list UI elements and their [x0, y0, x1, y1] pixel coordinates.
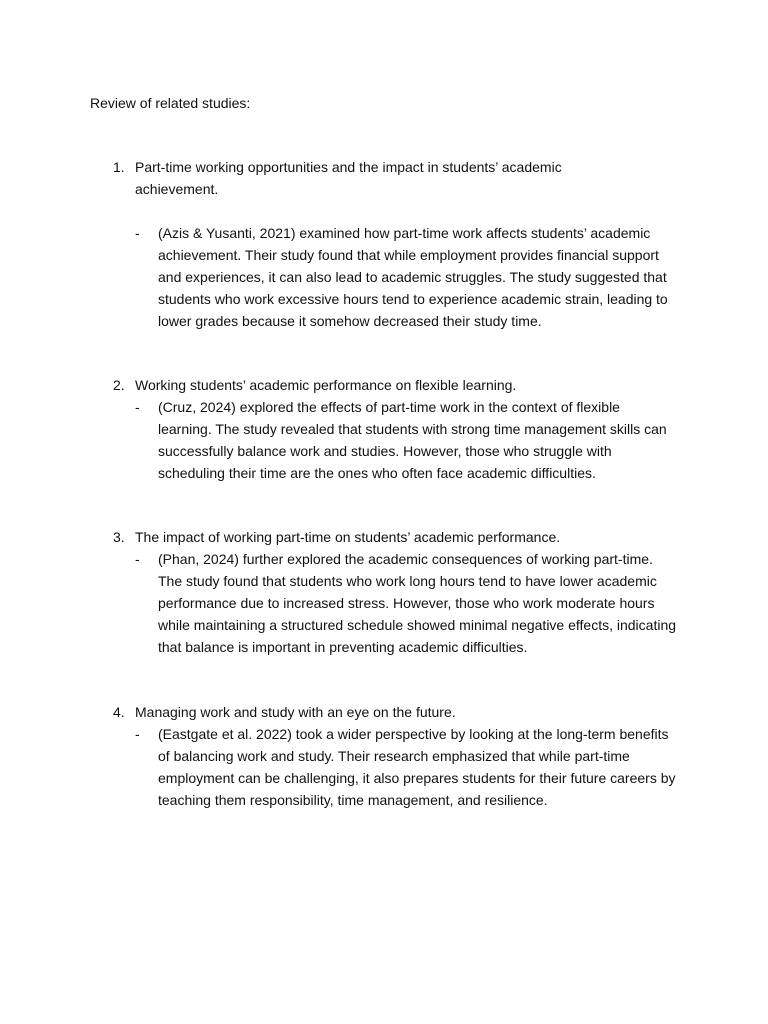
- item-title: The impact of working part-time on students’ academic performance.: [135, 529, 561, 545]
- item-title: Part-time working opportunities and the impact in students’ academic achievement.: [135, 159, 562, 197]
- page-heading: Review of related studies:: [90, 95, 251, 111]
- item-title: Managing work and study with an eye on the future.: [135, 704, 456, 720]
- dash-marker: -: [135, 726, 140, 742]
- bullet-text: (Phan, 2024) further explored the academic consequences of working part-time. The study found that students who work long hours tend to have lower academic performance due to increased stress. However, those who work moderate hours while maintaining a structured schedule showed minimal negative effects, indicating that balance is important in preventing academic difficulties.: [158, 551, 677, 655]
- item-number: 3.: [113, 529, 125, 545]
- bullet-text: (Eastgate et al. 2022) took a wider perspective by looking at the long-term benefits of balancing work and study. Their research emphasized that while part-time employment can be challenging, it also prepares students for their future careers by teaching them responsibility, time management, and resilience.: [158, 726, 676, 808]
- dash-marker: -: [135, 551, 140, 567]
- bullet-text: (Azis & Yusanti, 2021) examined how part-time work affects students’ academic achievement. Their study found that while employment provides financial support and experiences, it can also lead to academic struggles. The study suggested that students who work excessive hours tend to experience academic strain, leading to lower grades because it somehow decreased their study time.: [158, 225, 668, 329]
- item-number: 2.: [113, 377, 125, 393]
- item-number: 4.: [113, 704, 125, 720]
- dash-marker: -: [135, 399, 140, 415]
- dash-marker: -: [135, 225, 140, 241]
- item-title: Working students’ academic performance on flexible learning.: [135, 377, 517, 393]
- bullet-text: (Cruz, 2024) explored the effects of part-time work in the context of flexible learning. The study revealed that students with strong time management skills can successfully balance work and studies. However, those who struggle with scheduling their time are the ones who often face academic difficulties.: [158, 399, 667, 481]
- item-number: 1.: [113, 159, 125, 175]
